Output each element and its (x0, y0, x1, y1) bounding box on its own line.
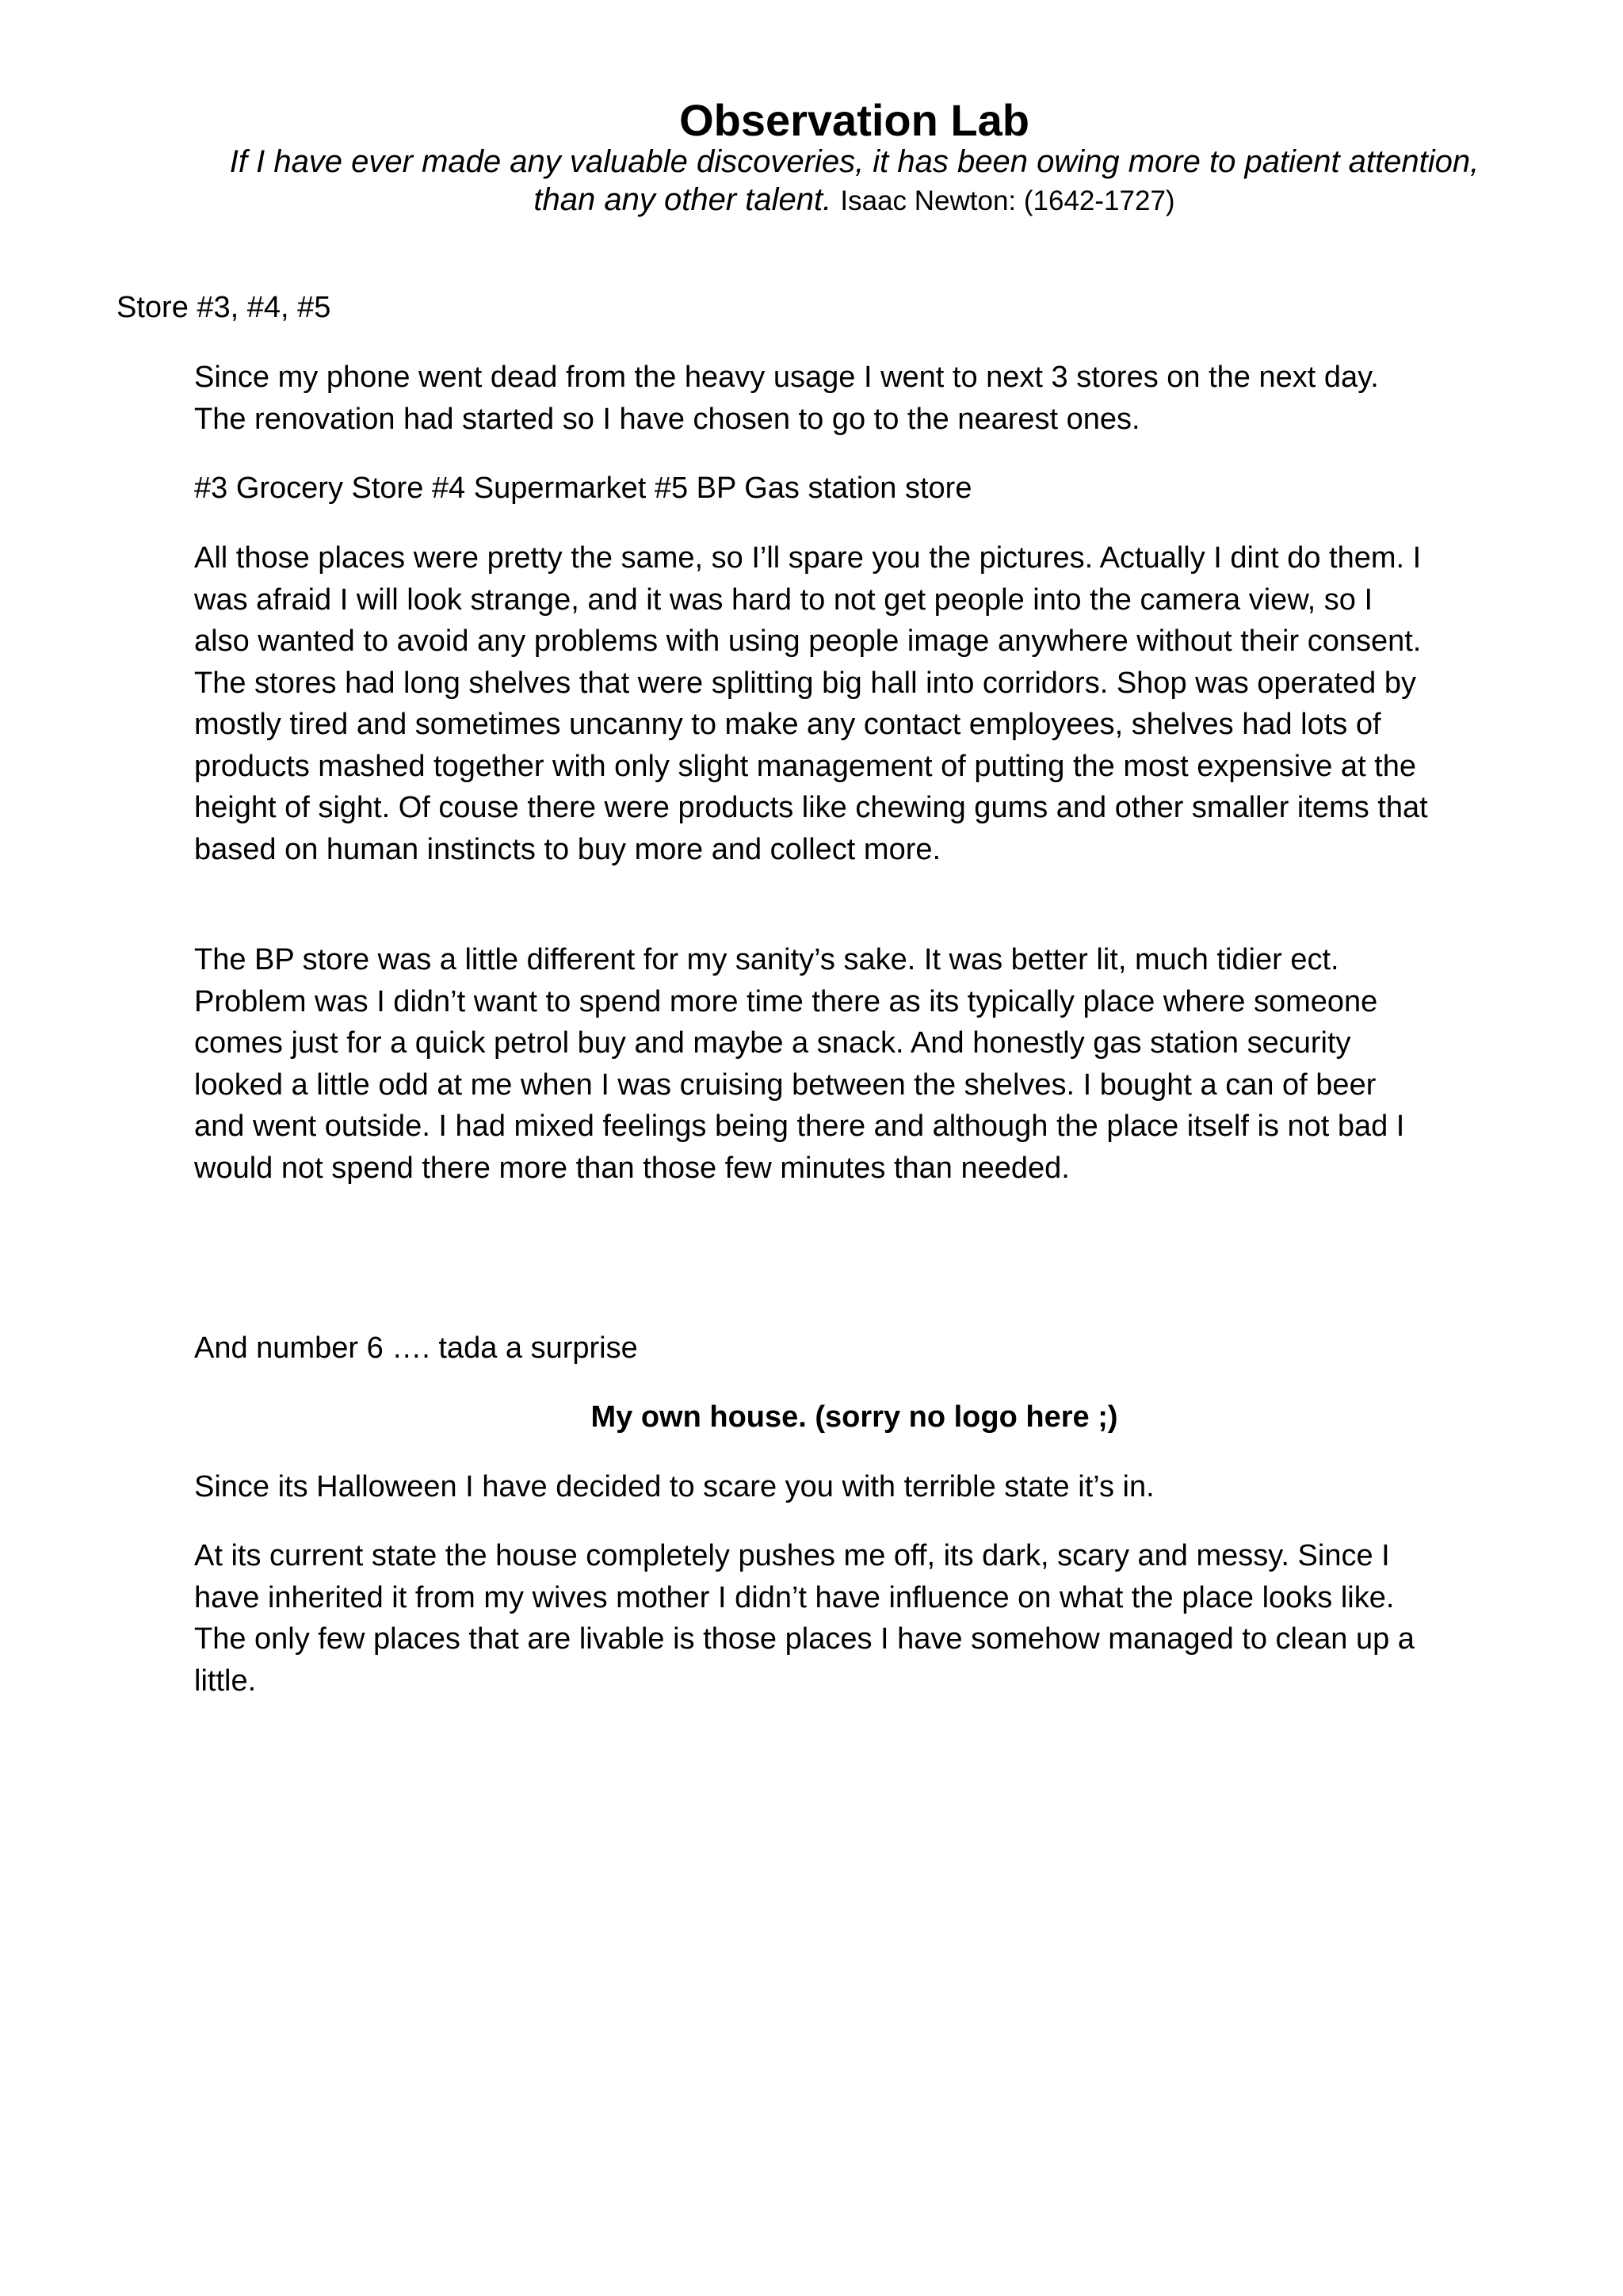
epigraph-quote (197, 143, 1512, 220)
paragraph-store-list: #3 Grocery Store #4 Supermarket #5 BP Gas station store (194, 472, 972, 505)
page-title: Observation Lab (679, 95, 1029, 145)
quote-attribution: Isaac Newton: (1642-1727) (840, 185, 1175, 216)
paragraph-stores-description: All those places were pretty the same, so I’ll spare you the pictures. Actually I dint do them. I was afraid I will look strange, and it was hard to not get people into the camera view, so I also wanted to avoid any problems with using people image anywhere without their consent. The stores had long shelves that were splitting big hall into corridors. Shop was operated by mostly tired and sometimes uncanny to make any contact employees, shelves had lots of products mashed together with only slight management of putting the most expensive at the height of sight. Of couse there were products like chewing gums and other smaller items that based on human instincts to buy more and collect more. (194, 541, 1428, 866)
paragraph-visit-intro: Since my phone went dead from the heavy usage I went to next 3 stores on the next day. The renovation had started so I have chosen to go to the nearest ones. (194, 361, 1379, 436)
quote-text: If I have ever made any valuable discoveries, it has been owing more to patient attention, than any other talent. (229, 144, 1480, 217)
paragraph-bp-store: The BP store was a little different for my sanity’s sake. It was better lit, much tidier ect. Problem was I didn’t want to spend more time there as its typically place where someone comes just for a quick petrol buy and maybe a snack. And honestly gas station security looked a little odd at me when I was cruising between the shelves. I bought a can of beer and went outside. I had mixed feelings being there and although the place itself is not bad I would not spend there more than those few minutes than needed. (194, 943, 1405, 1185)
house-heading: My own house. (sorry no logo here ;) (590, 1400, 1118, 1434)
paragraph-house-state: At its current state the house completely pushes me off, its dark, scary and messy. Since I have inherited it from my wives mother I didn’t have influence on what the place looks like. The only few places that are livable is those places I have somehow managed to clean up a little. (194, 1539, 1415, 1698)
section-heading: Store #3, #4, #5 (116, 291, 331, 324)
paragraph-halloween: Since its Halloween I have decided to scare you with terrible state it’s in. (194, 1470, 1155, 1503)
paragraph-number-six: And number 6 …. tada a surprise (194, 1331, 638, 1365)
